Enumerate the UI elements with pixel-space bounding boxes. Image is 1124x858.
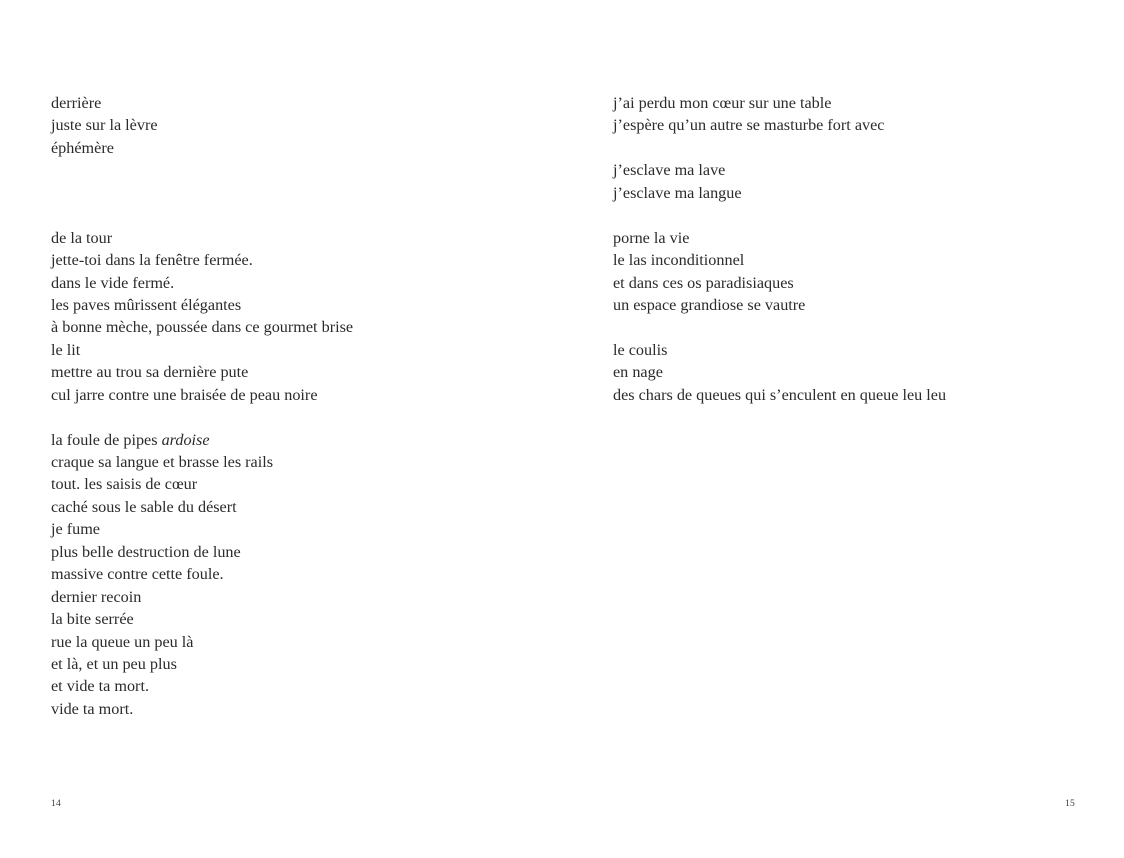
page-number: 15 [1065, 799, 1075, 809]
poem-line: éphémère [51, 138, 114, 157]
right-page [562, 0, 1124, 858]
poem-line: cul jarre contre une braisée de peau noire [51, 385, 318, 404]
poem-line: rue la queue un peu là [51, 632, 194, 651]
poem-line: tout. les saisis de cœur [51, 475, 198, 494]
poem-line: en nage [613, 363, 663, 382]
poem-line: de la tour [51, 228, 113, 247]
stanza [613, 159, 946, 204]
stanza [613, 92, 946, 137]
stanza-break [51, 159, 353, 226]
poem-line: dans le vide fermé. [51, 273, 175, 292]
poem-column-left [51, 92, 353, 720]
poem-line: plus belle destruction de lune [51, 542, 241, 561]
stanza [51, 227, 353, 407]
poem-line: massive contre cette foule. [51, 565, 224, 584]
poem-line: mettre au trou sa dernière pute [51, 363, 249, 382]
poem-line-text: la foule de pipes [51, 430, 162, 449]
poem-line: dernier recoin [51, 587, 142, 606]
poem-line: je fume [51, 520, 100, 539]
poem-line: j’esclave ma langue [613, 183, 742, 202]
stanza [51, 92, 353, 159]
stanza-break [613, 137, 946, 159]
poem-line: derrière [51, 94, 102, 112]
poem-line: le lit [51, 340, 81, 359]
stanza-break [613, 204, 946, 226]
poem-line: jette-toi dans la fenêtre fermée. [51, 251, 253, 270]
poem-column-right [613, 92, 946, 406]
poem-line: à bonne mèche, poussée dans ce gourmet brise [51, 318, 354, 337]
stanza [613, 339, 946, 406]
poem-line: caché sous le sable du désert [51, 497, 237, 516]
poem-line: craque sa langue et brasse les rails [51, 453, 274, 472]
poem-line: un espace grandiose se vautre [613, 295, 806, 314]
poem-line: j’ai perdu mon cœur sur une table [613, 94, 832, 112]
poem-line: j’esclave ma lave [613, 161, 726, 180]
poem-line: j’espère qu’un autre se masturbe fort avec [613, 116, 885, 135]
stanza [51, 429, 353, 721]
italic-word: ardoise [161, 430, 210, 449]
stanza-break [51, 406, 353, 428]
poem-line: porne la vie [613, 228, 690, 247]
stanza-break [613, 316, 946, 338]
poem-line: juste sur la lèvre [51, 116, 158, 135]
poem-line: le coulis [613, 340, 668, 359]
poem-line: la bite serrée [51, 610, 134, 629]
poem-line: le las inconditionnel [613, 251, 745, 270]
poem-line: et là, et un peu plus [51, 654, 177, 673]
stanza [613, 227, 946, 317]
poem-line [51, 429, 353, 451]
poem-line: les paves mûrissent élégantes [51, 295, 242, 314]
poem-line: vide ta mort. [51, 699, 134, 718]
poem-line: et vide ta mort. [51, 677, 149, 696]
poem-line: des chars de queues qui s’enculent en queue leu leu [613, 385, 947, 404]
page-number: 14 [51, 799, 61, 809]
poem-line: et dans ces os paradisiaques [613, 273, 794, 292]
